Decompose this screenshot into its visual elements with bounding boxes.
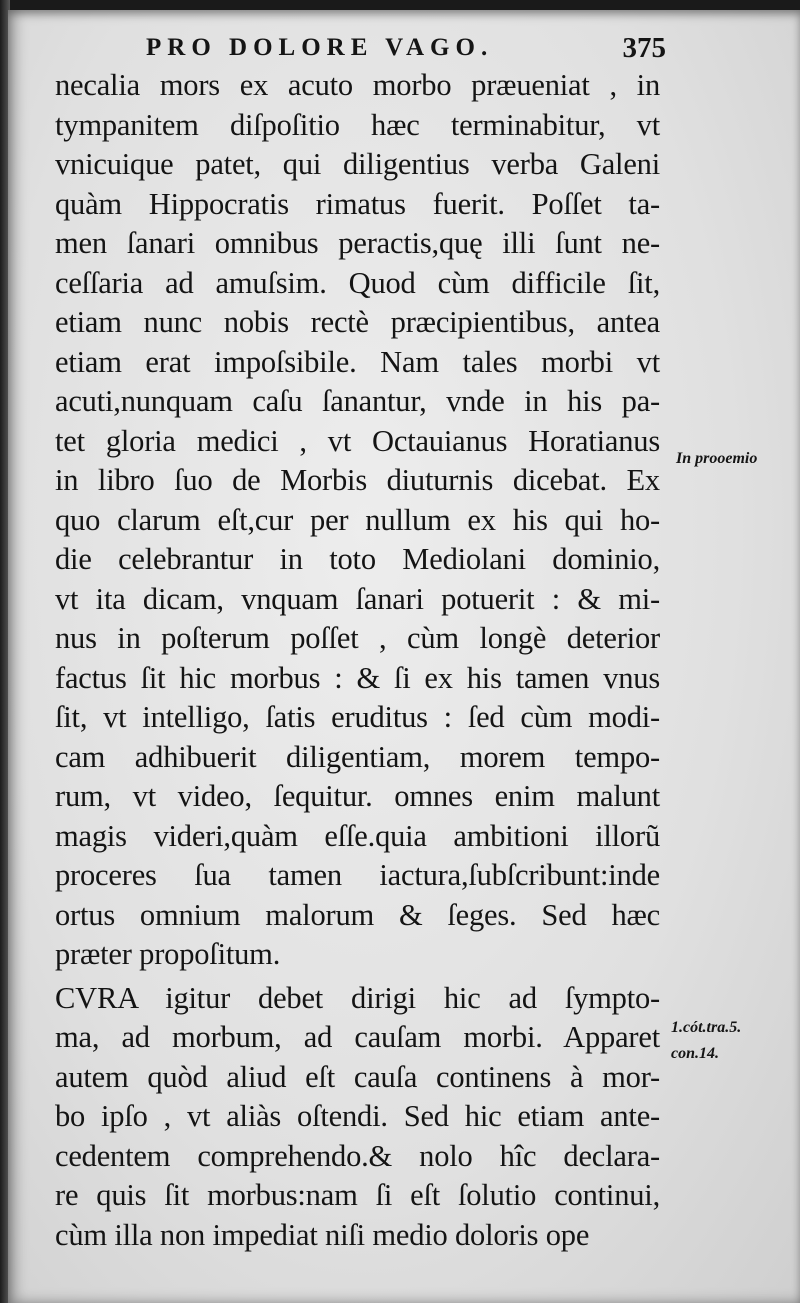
running-head: PRO DOLORE VAGO. [146,34,494,61]
text-line: quàm Hippocratis rimatus fuerit. Poſſet ta- [55,186,660,221]
text-line: cùm illa non impediat niſi medio doloris ope [55,1217,590,1252]
text-line: factus ſit hic morbus : & ſi ex his tamen vnus [55,660,660,695]
margin-note-line: 1.cót.tra.5. [671,1019,742,1036]
margin-note-text: In prooemio [676,450,758,467]
book-page [8,10,800,1303]
paragraph-2 [55,979,660,1256]
text-line: cedentem comprehendo.& nolo hîc declara- [55,1138,660,1173]
text-line: bo ipſo , vt aliàs oſtendi. Sed hic etiam ante- [55,1099,660,1133]
text-line: tympanitem diſpoſitio hæc terminabitur, vt [55,107,660,142]
text-line: præter propoſitum. [55,937,281,971]
margin-note-line: con.14. [671,1045,719,1062]
text-line: cam adhibuerit diligentiam, morem tempo- [55,739,660,774]
text-line: re quis ſit morbus:nam ſi eſt ſolutio continui, [55,1178,660,1212]
text-line: necalia mors ex acuto morbo præueniat , in [55,68,660,102]
text-line: magis videri,quàm eſſe.quia ambitioni illorũ [55,818,660,853]
text-line: die celebrantur in toto Mediolani dominio, [55,542,660,576]
text-line: ceſſaria ad amuſsim. Quod cùm difficile ſit, [55,265,660,300]
page-header [146,32,666,66]
text-line: rum, vt video, ſequitur. omnes enim malunt [55,779,660,813]
text-line: acuti,nunquam caſu ſanantur, vnde in his pa- [55,384,660,418]
text-line: etiam erat impoſsibile. Nam tales morbi vt [55,344,660,379]
text-line: vt ita dicam, vnquam ſanari potuerit : & mi- [55,581,660,616]
text-line: vnicuique patet, qui diligentius verba Galeni [55,147,660,181]
paragraph-1 [55,66,660,975]
text-line: nus in poſterum poſſet , cùm longè deterior [55,621,660,655]
text-line: CVRA igitur debet dirigi hic ad ſympto- [55,980,660,1015]
body-text [55,66,660,1255]
text-line: ma, ad morbum, ad cauſam morbi. Apparet [55,1020,660,1054]
page-number: 375 [622,32,666,64]
margin-note-prooemio [676,450,757,468]
text-line: ſit, vt intelligo, ſatis eruditus : ſed cùm modi- [55,700,660,734]
text-line: men ſanari omnibus peractis,quę illi ſunt ne- [55,226,660,260]
text-line: proceres ſua tamen iactura,ſubſcribunt:inde [55,858,660,892]
text-line: etiam nunc nobis rectè præcipientibus, antea [55,305,660,339]
margin-note-citation [671,1015,741,1067]
text-line: tet gloria medici , vt Octauianus Horatianus [55,423,660,458]
text-line: ortus omnium malorum & ſeges. Sed hæc [55,897,660,932]
text-line: quo clarum eſt,cur per nullum ex his qui ho- [55,502,660,537]
text-line: in libro ſuo de Morbis diuturnis dicebat. Ex [55,463,660,497]
text-line: autem quòd aliud eſt cauſa continens à mor- [55,1059,660,1094]
